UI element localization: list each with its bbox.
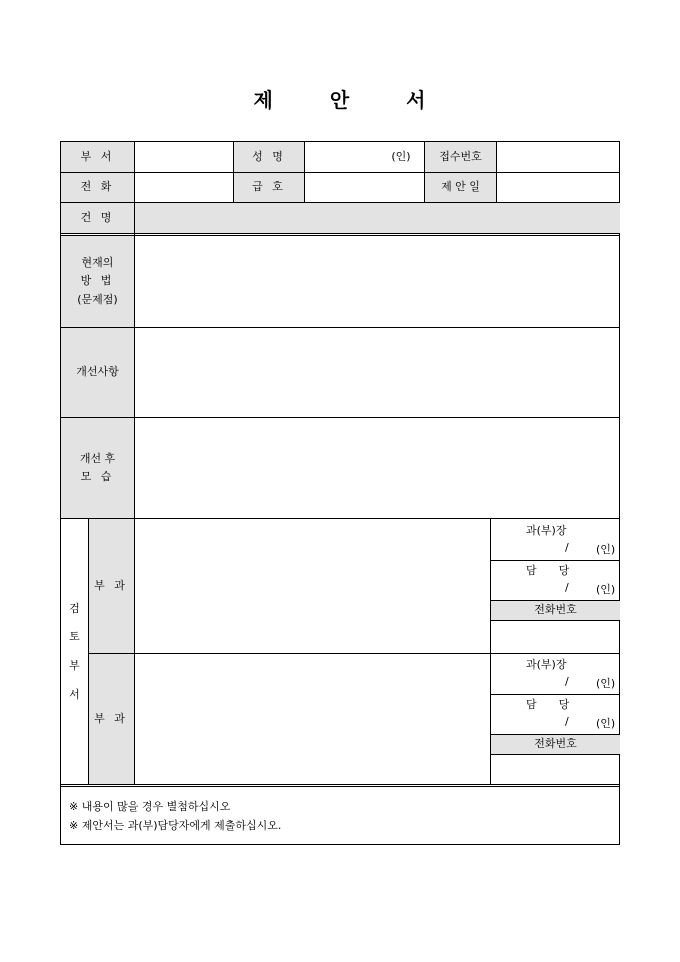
manager-seal-1: (인) <box>596 543 616 556</box>
current-method-label <box>61 236 134 327</box>
review-dept-label-1: 부 과 <box>94 578 128 592</box>
receipt-no-label: 접수번호 <box>439 149 482 163</box>
review-char-4: 서 <box>69 687 80 701</box>
manager-seal-2: (인) <box>596 677 616 690</box>
review-dept-side-label <box>61 519 88 785</box>
staff-seal-2: (인) <box>596 717 616 730</box>
row-line-2 <box>61 202 620 203</box>
current-method-line-2: 방 법 <box>80 274 115 288</box>
after-improvement-input[interactable] <box>135 418 620 518</box>
staff-label-2: 담 당 <box>526 698 570 711</box>
phone-input-2[interactable] <box>491 755 620 784</box>
staff-seal-1: (인) <box>596 583 616 596</box>
name-seal: (인) <box>391 149 411 163</box>
dept-input[interactable] <box>135 142 233 172</box>
after-line-1: 개선 후 <box>79 451 116 465</box>
manager-slash-1: / <box>565 541 569 554</box>
current-method-line-3: (문제점) <box>77 292 118 306</box>
proposal-form <box>60 141 620 845</box>
note-2: ※ 제안서는 과(부)담당자에게 제출하십시오. <box>69 819 282 832</box>
phone-input-1[interactable] <box>491 621 620 653</box>
manager-slash-2: / <box>565 675 569 688</box>
phone-label: 전 화 <box>80 179 115 193</box>
document-title: 제 안 서 <box>253 88 427 112</box>
review-char-3: 부 <box>69 659 80 672</box>
improvement-input[interactable] <box>135 328 620 417</box>
name-label: 성 명 <box>252 149 286 163</box>
review-opinion-input-2[interactable] <box>135 654 490 784</box>
dept-label: 부 서 <box>80 149 115 163</box>
subject-input-area[interactable] <box>134 203 620 233</box>
proposal-date-input[interactable] <box>497 173 620 202</box>
review-char-2: 토 <box>69 630 80 644</box>
phone-label-1: 전화번호 <box>534 603 577 617</box>
subject-label: 건 명 <box>80 210 115 224</box>
note-1: ※ 내용이 많을 경우 별첨하십시오 <box>69 800 231 813</box>
manager-label-1: 과(부)장 <box>526 524 567 537</box>
staff-slash-2: / <box>565 715 569 728</box>
grade-label: 급 호 <box>252 179 286 193</box>
review-dept-label-2: 부 과 <box>94 711 128 725</box>
sig-line-1a <box>490 560 620 561</box>
staff-label-1: 담 당 <box>526 564 570 577</box>
phone-label-2: 전화번호 <box>534 737 577 751</box>
staff-slash-1: / <box>565 581 569 594</box>
current-method-line-1: 현재의 <box>81 256 114 270</box>
review-char-1: 검 <box>69 601 80 615</box>
review-opinion-input-1[interactable] <box>135 519 490 653</box>
phone-input[interactable] <box>135 173 233 202</box>
notes-double-line <box>61 784 620 787</box>
after-improvement-label <box>61 418 134 518</box>
current-method-input[interactable] <box>135 236 620 327</box>
grade-input[interactable] <box>305 173 424 202</box>
receipt-no-input[interactable] <box>497 142 620 172</box>
improvement-label: 개선사항 <box>76 365 119 379</box>
after-line-2: 모 습 <box>80 470 115 483</box>
sig-line-2a <box>490 694 620 695</box>
manager-label-2: 과(부)장 <box>526 658 567 671</box>
name-input[interactable] <box>305 142 381 172</box>
proposal-date-label: 제 안 일 <box>441 179 480 193</box>
